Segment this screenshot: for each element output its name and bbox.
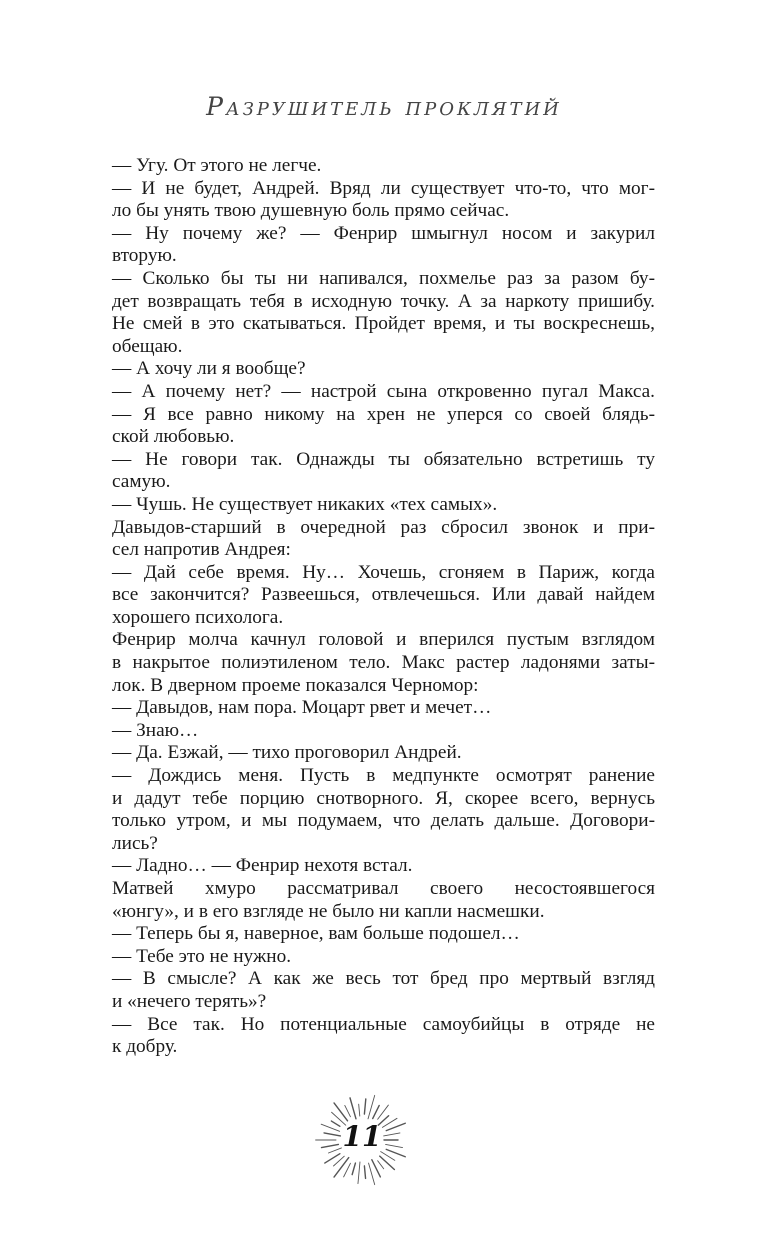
text-line: вторую. [112,245,177,267]
text-line: Матвей хмуро рассматривал своего несостоявшегося [112,878,655,899]
text-line: только утром, и мы подумаем, что делать дальше. Договори- [112,810,655,832]
text-line: Не смей в это скатываться. Пройдет время, и ты воскреснешь, [112,313,655,335]
text-line: и дадут тебе порцию снотворного. Я, скорее всего, вернусь [112,787,655,809]
text-line: Фенрир молча качнул головой и вперился пустым взглядом [112,629,655,651]
text-line: «юнгу», и в его взгляде не было ни капли насмешки. [112,900,545,922]
text-line: в накрытое полиэтиленом тело. Макс растер ладонями заты- [112,652,655,674]
text-line: дет возвращать тебя в исходную точку. А за наркоту пришибу. [112,290,655,312]
text-line: — Знаю… [112,719,199,741]
running-title: Разрушитель проклятий [206,92,562,121]
text-line: лись? [112,832,158,854]
text-line: — Сколько бы ты ни напивался, похмелье раз за разом бу- [112,267,655,289]
text-line: ской любовью. [112,426,235,448]
text-line: ло бы унять твою душевную боль прямо сейчас. [112,200,510,222]
text-line: сел напротив Андрея: [112,539,291,561]
text-line: Давыдов-старший в очередной раз сбросил звонок и при- [112,516,655,538]
text-line: — А почему нет? — настрой сына откровенно пугал Макса. [112,380,655,402]
page-number-ornament [312,1090,412,1190]
text-line: — Я все равно никому на хрен не уперся со своей блядь- [112,403,655,425]
text-line: — В смысле? А как же весь тот бред про мертвый взгляд [112,968,655,990]
text-line: — И не будет, Андрей. Вряд ли существует что-то, что мог- [112,177,655,199]
text-line: — Не говори так. Однажды ты обязательно встретишь ту [112,448,655,470]
body-text [112,155,655,1059]
text-line: — Дай себе время. Ну… Хочешь, сгоняем в Париж, когда [112,561,655,583]
text-line: — Чушь. Не существует никаких «тех самых». [112,493,498,515]
text-line: — Теперь бы я, наверное, вам больше подошел… [112,923,520,945]
text-line: — Давыдов, нам пора. Моцарт рвет и мечет… [112,697,492,719]
text-line: лок. В дверном проеме показался Черномор: [112,674,479,696]
page-number: 11 [342,1120,382,1153]
text-line: — Ладно… — Фенрир нехотя встал. [112,855,413,877]
text-line: — Ну почему же? — Фенрир шмыгнул носом и закурил [112,222,655,244]
text-line: самую. [112,471,171,493]
text-line: — Дождись меня. Пусть в медпункте осмотрят ранение [112,765,655,787]
text-line: — А хочу ли я вообще? [112,358,306,380]
text-line: — Угу. От этого не легче. [112,155,322,176]
text-line: обещаю. [112,335,183,357]
text-line: — Тебе это не нужно. [112,945,292,967]
text-line: — Все так. Но потенциальные самоубийцы в отряде не [112,1013,655,1035]
text-line: все закончится? Развеешься, отвлечешься. Или давай найдем [112,584,655,606]
text-line: и «нечего терять»? [112,990,267,1012]
text-line: хорошего психолога. [112,606,284,628]
text-line: к добру. [112,1036,178,1058]
text-line: — Да. Езжай, — тихо проговорил Андрей. [112,742,462,764]
